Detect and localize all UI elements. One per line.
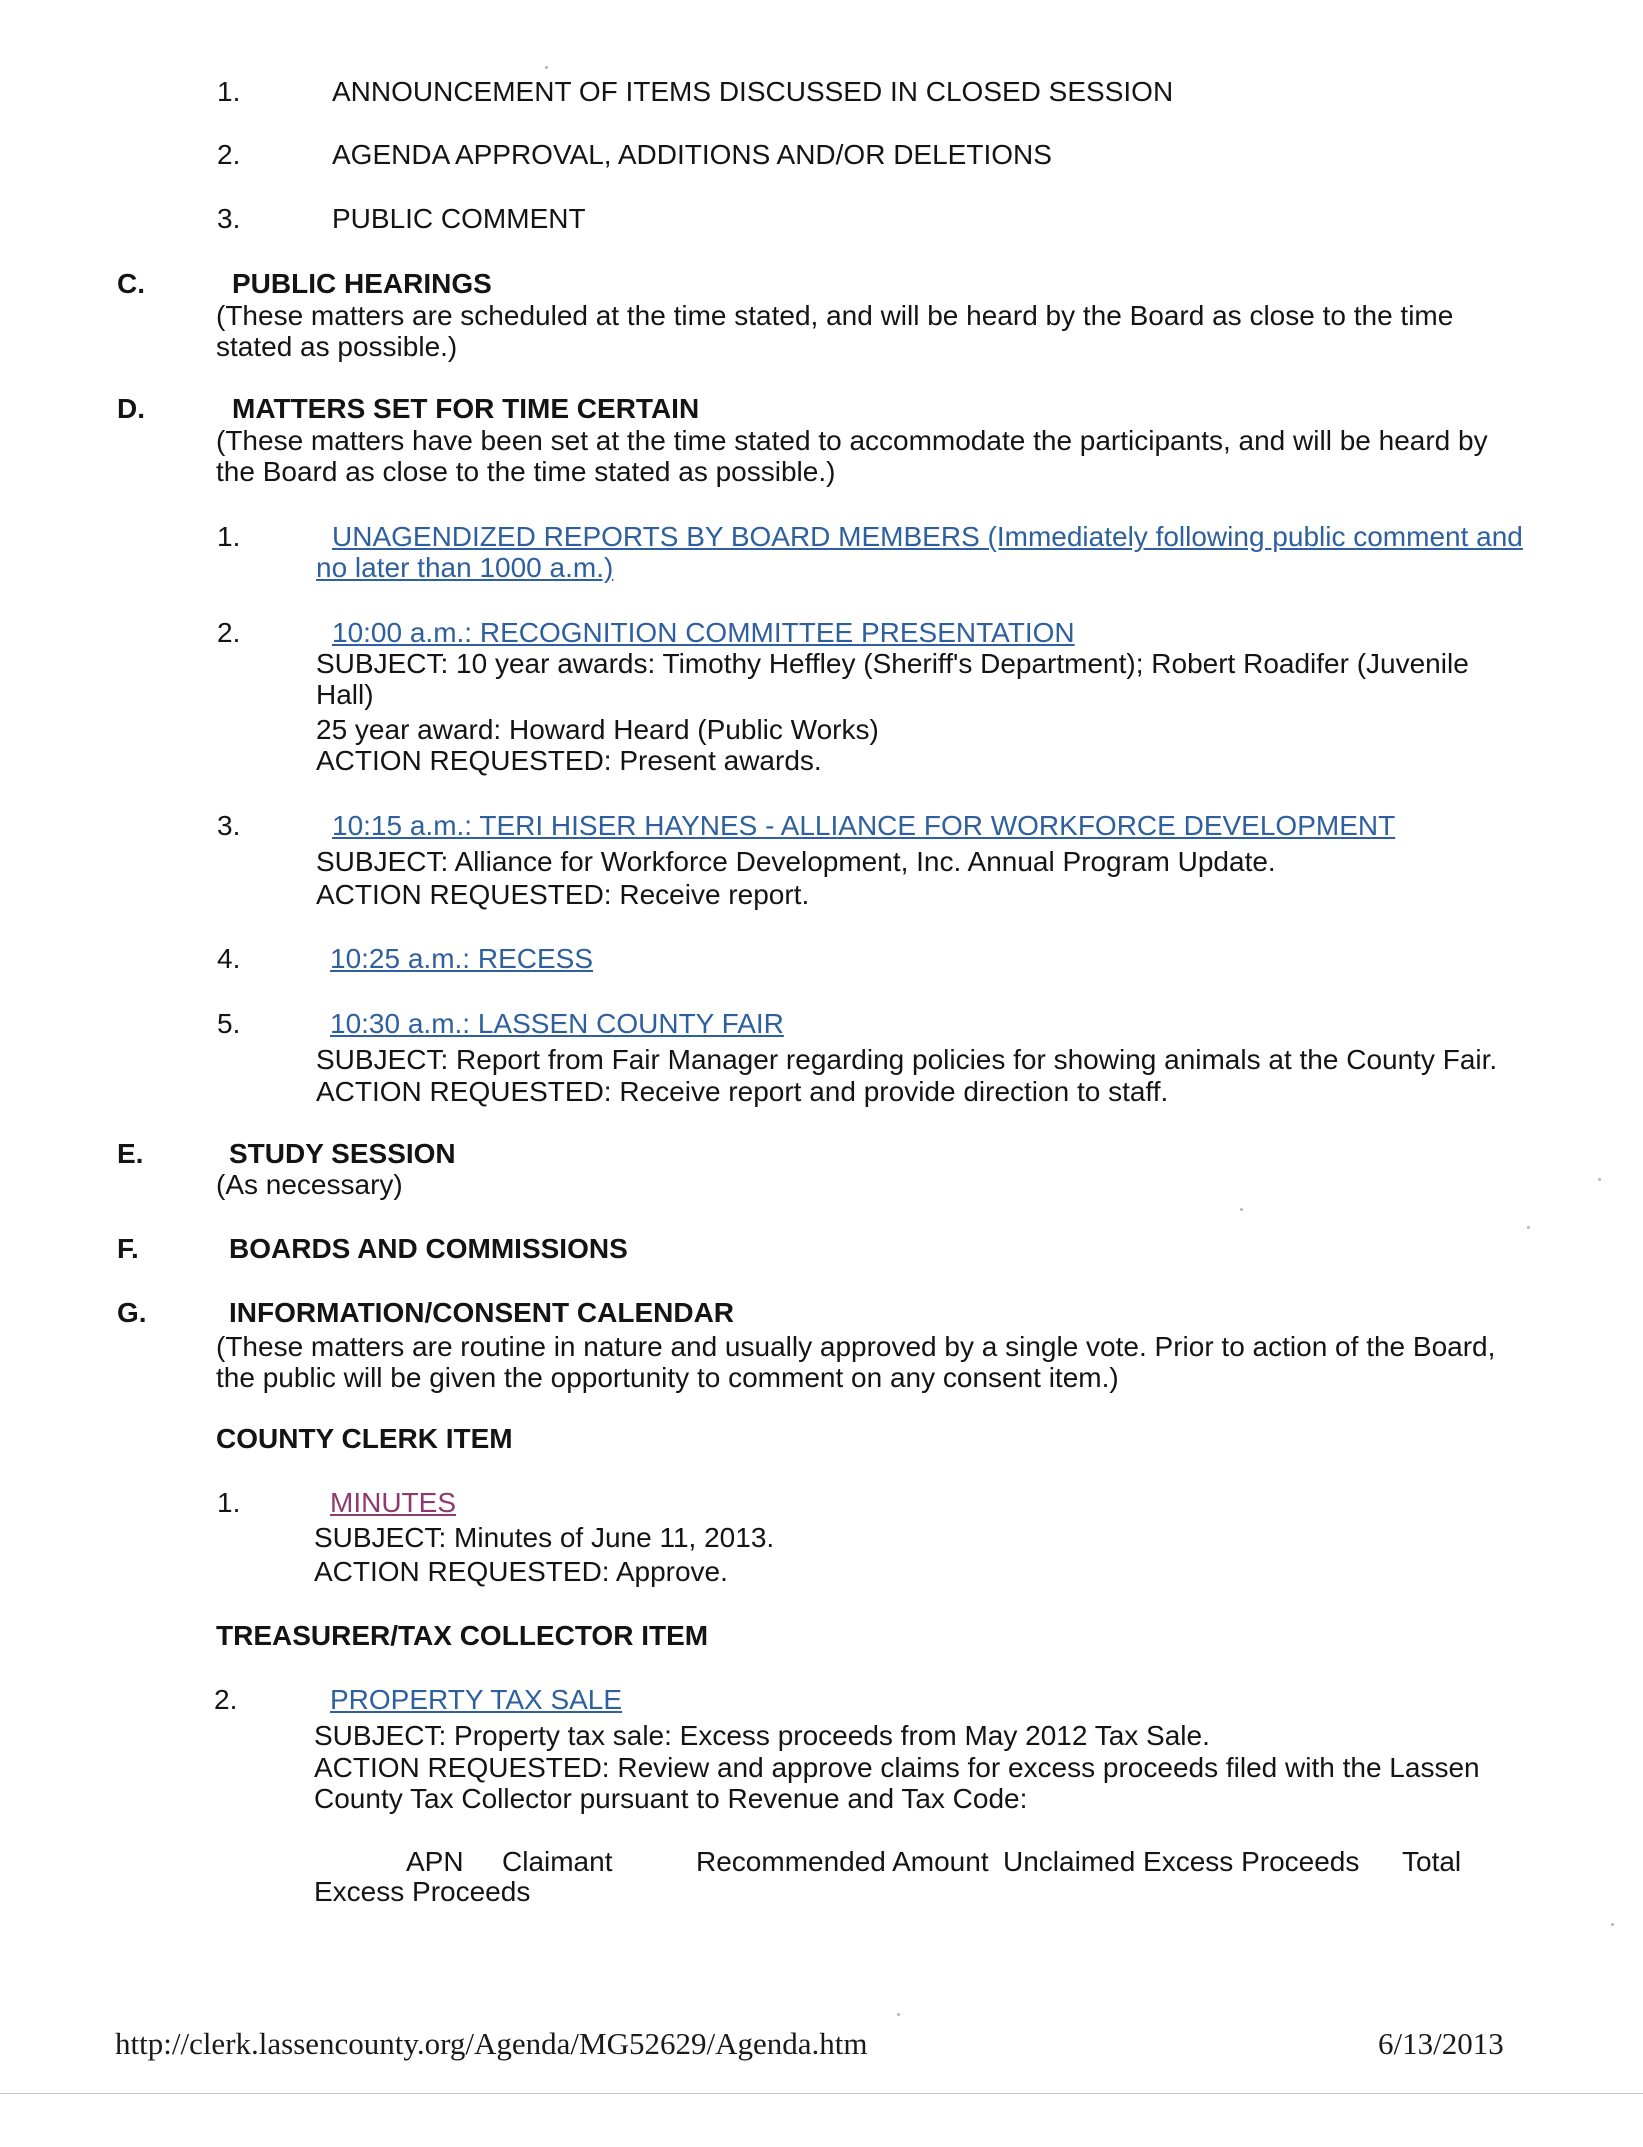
subject-text: SUBJECT: Minutes of June 11, 2013. — [314, 1522, 775, 1553]
table-header-total-continued: Excess Proceeds — [314, 1876, 531, 1907]
scan-speck — [545, 66, 548, 69]
item-number: 3. — [217, 203, 241, 234]
item-number: 1. — [217, 521, 241, 552]
lassen-county-fair-link[interactable]: 10:30 a.m.: LASSEN COUNTY FAIR — [330, 1008, 784, 1039]
action-requested-text: ACTION REQUESTED: Receive report. — [316, 879, 810, 910]
section-letter-e: E. — [117, 1138, 144, 1169]
recognition-committee-link[interactable]: 10:00 a.m.: RECOGNITION COMMITTEE PRESENTATION — [332, 617, 1075, 648]
scan-speck — [1598, 1178, 1601, 1181]
subject-text: SUBJECT: Property tax sale: Excess proceeds from May 2012 Tax Sale. — [314, 1720, 1210, 1751]
item-number: 1. — [217, 1487, 241, 1518]
item-public-comment: PUBLIC COMMENT — [332, 203, 586, 234]
section-c-description: (These matters are scheduled at the time stated, and will be heard by the Board as close to the time — [216, 300, 1454, 331]
section-heading-study-session: STUDY SESSION — [229, 1138, 456, 1169]
award-text: 25 year award: Howard Heard (Public Works) — [316, 714, 879, 745]
subject-text: SUBJECT: Report from Fair Manager regarding policies for showing animals at the County Fair. — [316, 1044, 1498, 1075]
item-number: 2. — [214, 1684, 238, 1715]
item-number: 2. — [217, 139, 241, 170]
section-heading-consent-calendar: INFORMATION/CONSENT CALENDAR — [229, 1297, 735, 1328]
item-number: 4. — [217, 943, 241, 974]
footer-date: 6/13/2013 — [1378, 2026, 1504, 2061]
unagendized-reports-link[interactable]: no later than 1000 a.m.) — [316, 552, 614, 583]
footer-url: http://clerk.lassencounty.org/Agenda/MG52629/Agenda.htm — [115, 2026, 868, 2061]
page-bottom-edge — [0, 2093, 1643, 2094]
treasurer-heading: TREASURER/TAX COLLECTOR ITEM — [216, 1620, 709, 1651]
table-header-total: Total — [1402, 1846, 1462, 1877]
section-letter-g: G. — [117, 1297, 147, 1328]
item-number: 1. — [217, 76, 241, 107]
item-number: 3. — [217, 810, 241, 841]
workforce-development-link[interactable]: 10:15 a.m.: TERI HISER HAYNES - ALLIANCE FOR WORKFORCE DEVELOPMENT — [332, 810, 1396, 841]
item-closed-session: ANNOUNCEMENT OF ITEMS DISCUSSED IN CLOSED SESSION — [332, 76, 1174, 107]
subject-text: SUBJECT: Alliance for Workforce Development, Inc. Annual Program Update. — [316, 846, 1276, 877]
section-letter-d: D. — [117, 393, 145, 424]
action-requested-text: County Tax Collector pursuant to Revenue and Tax Code: — [314, 1783, 1028, 1814]
table-header-apn: APN — [406, 1846, 464, 1877]
item-number: 2. — [217, 617, 241, 648]
subject-text: SUBJECT: 10 year awards: Timothy Heffley (Sheriff's Department); Robert Roadifer (Juvenile — [316, 648, 1469, 679]
action-requested-text: ACTION REQUESTED: Review and approve claims for excess proceeds filed with the Lassen — [314, 1752, 1480, 1783]
property-tax-sale-link[interactable]: PROPERTY TAX SALE — [330, 1684, 623, 1715]
recess-link[interactable]: 10:25 a.m.: RECESS — [330, 943, 594, 974]
scan-speck — [1240, 1208, 1243, 1211]
section-heading-public-hearings: PUBLIC HEARINGS — [232, 268, 492, 299]
table-header-recommended: Recommended Amount — [696, 1846, 989, 1877]
section-g-description: (These matters are routine in nature and usually approved by a single vote. Prior to action of the Board, — [216, 1331, 1496, 1362]
item-agenda-approval: AGENDA APPROVAL, ADDITIONS AND/OR DELETIONS — [332, 139, 1052, 170]
section-heading-boards: BOARDS AND COMMISSIONS — [229, 1233, 628, 1264]
section-heading-time-certain: MATTERS SET FOR TIME CERTAIN — [232, 393, 700, 424]
section-e-description: (As necessary) — [216, 1169, 403, 1200]
scan-speck — [1527, 1226, 1530, 1229]
action-requested-text: ACTION REQUESTED: Approve. — [314, 1556, 728, 1587]
scan-speck — [1611, 1923, 1614, 1926]
section-c-description: stated as possible.) — [216, 331, 458, 362]
item-number: 5. — [217, 1008, 241, 1039]
table-header-unclaimed: Unclaimed Excess Proceeds — [1003, 1846, 1360, 1877]
section-d-description: the Board as close to the time stated as possible.) — [216, 456, 836, 487]
table-header-claimant: Claimant — [502, 1846, 613, 1877]
section-letter-c: C. — [117, 268, 145, 299]
unagendized-reports-link[interactable]: UNAGENDIZED REPORTS BY BOARD MEMBERS (Immediately following public comment and — [332, 521, 1523, 552]
action-requested-text: ACTION REQUESTED: Receive report and provide direction to staff. — [316, 1076, 1169, 1107]
county-clerk-heading: COUNTY CLERK ITEM — [216, 1423, 513, 1454]
minutes-link[interactable]: MINUTES — [330, 1487, 456, 1518]
section-g-description: the public will be given the opportunity to comment on any consent item.) — [216, 1362, 1119, 1393]
section-letter-f: F. — [117, 1233, 139, 1264]
subject-text: Hall) — [316, 679, 374, 710]
scan-speck — [897, 2013, 900, 2016]
section-d-description: (These matters have been set at the time stated to accommodate the participants, and will be heard by — [216, 425, 1488, 456]
action-requested-text: ACTION REQUESTED: Present awards. — [316, 745, 822, 776]
